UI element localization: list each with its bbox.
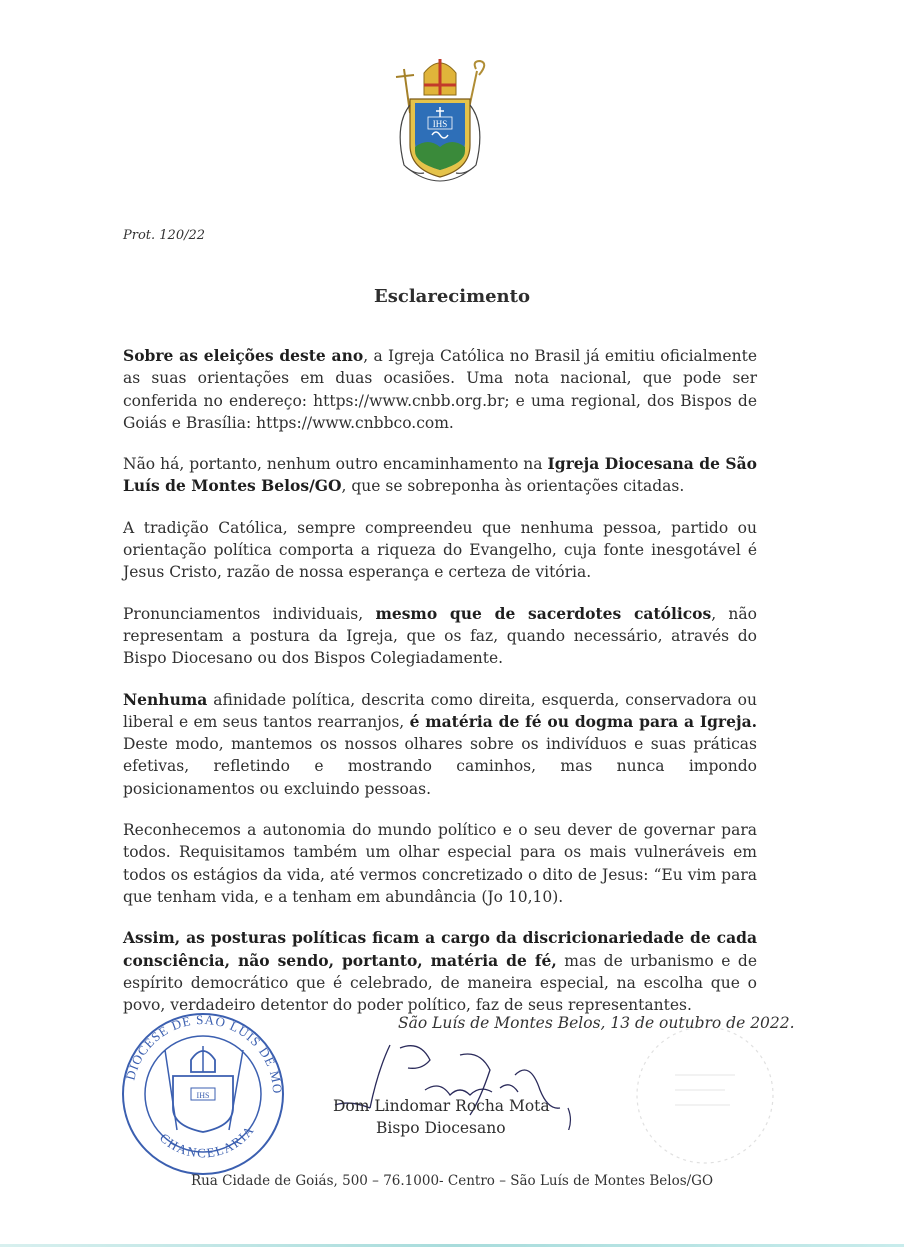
paragraph-text: , a Igreja Católica no Brasil já emitiu oficialmente as suas orientações em duas ocasiões. Uma nota nacional, que pode ser conferida no endereço: https://www.cnbb.org.br; e uma regional, dos Bispos de Goiás e Brasília: https://www.cnbbco.com. <box>123 347 757 432</box>
paragraph-text: Não há, portanto, nenhum outro encaminhamento na <box>123 455 548 474</box>
crest-monogram: IHS <box>432 119 448 129</box>
body-paragraph <box>123 453 757 498</box>
paragraph-text: Pronunciamentos individuais, <box>123 604 376 623</box>
seal-monogram: IHS <box>196 1091 210 1100</box>
svg-text:CHANCELARIA <box>157 1122 257 1160</box>
paragraph-text: mas de urbanismo e de espírito democrático que é celebrado, de maneira especial, na escolha que o povo, verdadeiro detentor do poder político, faz de seus representantes. <box>123 951 757 1015</box>
body-paragraph <box>123 819 757 908</box>
faint-stamp-icon <box>615 1020 790 1170</box>
emphasized-text: Sobre as eleições deste ano <box>123 346 364 365</box>
signatory-role: Bispo Diocesano <box>376 1119 506 1137</box>
seal-bottom-text: CHANCELARIA <box>156 1122 258 1161</box>
document-body <box>123 345 757 1035</box>
emphasized-text: Nenhuma <box>123 689 208 709</box>
paragraph-text: , que se sobreponha às orientações citadas. <box>341 477 685 496</box>
emphasized-text: Assim, as posturas políticas ficam a cargo da discricionariedade de cada consciência, não sendo, portanto, matéria de fé, <box>123 928 757 970</box>
handwritten-signature-icon <box>330 1030 580 1130</box>
paragraph-text: A tradição Católica, sempre compreendeu que nenhuma pessoa, partido ou orientação política comporta a riqueza do Evangelho, cuja fonte inesgotável é Jesus Cristo, razão de nossa esperança e certeza de vitória. <box>123 518 757 582</box>
protocol-number: Prot. 120/22 <box>123 228 206 243</box>
body-paragraph <box>123 345 757 434</box>
paragraph-text: , não representam a postura da Igreja, que os faz, quando necessário, através do Bispo Diocesano ou dos Bispos Colegiadamente. <box>123 604 757 668</box>
body-paragraph <box>123 603 757 670</box>
document-title: Esclarecimento <box>374 286 530 307</box>
body-paragraph <box>123 927 757 1016</box>
signatory-name: Dom Lindomar Rocha Mota <box>333 1097 550 1115</box>
body-paragraph <box>123 517 757 584</box>
diocese-coat-of-arms-icon <box>384 55 496 195</box>
paragraph-text: Reconhecemos a autonomia do mundo político e o seu dever de governar para todos. Requisitamos também um olhar especial para os mais vulneráveis em todos os estágios da vida, até vermos concretizado o dito de Jesus: “Eu vim para que tenham vida, e a tenham em abundância (Jo 10,10). <box>123 821 757 906</box>
place-and-date: São Luís de Montes Belos, 13 de outubro de 2022. <box>398 1014 795 1032</box>
scan-edge-line <box>0 1244 904 1247</box>
paragraph-text: Deste modo, mantemos os nossos olhares sobre os indivíduos e suas práticas efetivas, refletindo e mostrando caminhos, mas nunca impondo posicionamentos ou excluindo pessoas. <box>123 735 757 798</box>
emphasized-text: é matéria de fé ou dogma para a Igreja. <box>409 711 758 731</box>
footer-address: Rua Cidade de Goiás, 500 – 76.1000- Centro – São Luís de Montes Belos/GO <box>190 1173 714 1189</box>
paragraph-text: afinidade política, descrita como direita, esquerda, conservadora ou liberal e em seus tantos rearranjos, <box>123 690 757 731</box>
emphasized-text: Igreja Diocesana de São Luís de Montes Belos/GO <box>123 454 757 496</box>
chancery-seal-icon <box>115 1010 290 1178</box>
seal-ring-text: DIOCESE DE SÃO LUÍS DE MO <box>122 1011 286 1095</box>
emphasized-text: mesmo que de sacerdotes católicos <box>375 603 712 623</box>
body-paragraph <box>123 689 757 800</box>
